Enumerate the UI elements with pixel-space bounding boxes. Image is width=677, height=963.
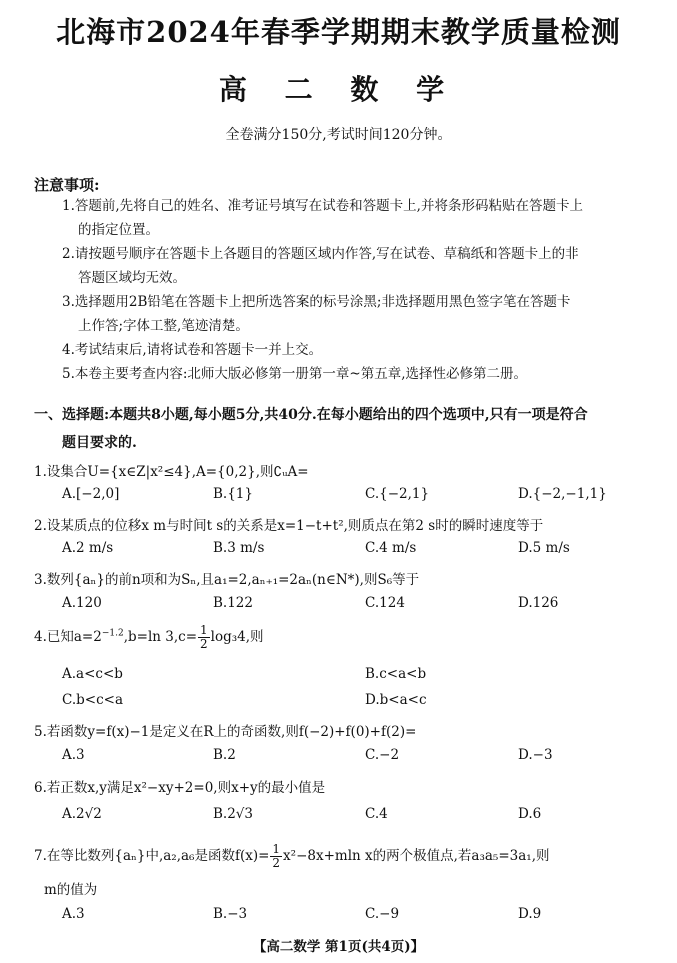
question-4-option-c: C.b<c<a	[62, 692, 124, 708]
notice-item-3: 3.选择题用2B铅笔在答题卡上把所选答案的标号涂黑;非选择题用黑色签字笔在答题卡	[62, 294, 571, 310]
question-4-stem-pre: 4.已知a=2	[34, 629, 102, 645]
question-6-option-a: A.2√2	[62, 806, 102, 822]
section-heading: 一、选择题:本题共8小题,每小题5分,共40分.在每小题给出的四个选项中,只有一项是符合	[34, 407, 588, 423]
notice-item-3-cont: 上作答;字体工整,笔迹清楚。	[78, 318, 249, 334]
question-7-fraction	[270, 843, 282, 870]
question-4-stem-post: log₃4,则	[210, 629, 264, 645]
question-7-frac-den: 2	[272, 856, 281, 870]
question-6-stem: 6.若正数x,y满足x²−xy+2=0,则x+y的最小值是	[34, 780, 326, 796]
question-4-frac-num: 1	[200, 623, 208, 637]
question-3-option-c: C.124	[365, 595, 405, 611]
question-2-option-d: D.5 m/s	[518, 540, 570, 556]
question-5-option-a: A.3	[62, 747, 85, 763]
question-4-option-b: B.c<a<b	[365, 666, 427, 682]
question-1-option-a: A.[−2,0]	[62, 486, 120, 502]
question-7-stem-cont: m的值为	[44, 882, 98, 898]
question-1-option-c: C.{−2,1}	[365, 486, 430, 502]
question-4-option-a: A.a<c<b	[62, 666, 123, 682]
notice-item-1: 1.答题前,先将自己的姓名、准考证号填写在试卷和答题卡上,并将条形码粘贴在答题卡上	[62, 198, 583, 214]
question-5-stem: 5.若函数y=f(x)−1是定义在R上的奇函数,则f(−2)+f(0)+f(2)=	[34, 724, 417, 740]
question-6-option-b: B.2√3	[213, 806, 253, 822]
notice-item-4: 4.考试结束后,请将试卷和答题卡一并上交。	[62, 342, 323, 358]
question-7-stem-pre: 7.在等比数列{aₙ}中,a₂,a₆是函数f(x)=	[34, 848, 270, 864]
question-5-option-c: C.−2	[365, 747, 400, 763]
question-4-stem-mid: ,b=ln 3,c=	[123, 629, 198, 645]
question-1-option-d: D.{−2,−1,1}	[518, 486, 607, 502]
question-7-option-c: C.−9	[365, 906, 400, 922]
question-3-stem: 3.数列{aₙ}的前n项和为Sₙ,且a₁=2,aₙ₊₁=2aₙ(n∈N*),则S₆等于	[34, 572, 420, 588]
section-heading-cont: 题目要求的.	[62, 435, 137, 451]
question-1-option-b: B.{1}	[213, 486, 253, 502]
page-footer: 【高二数学 第1页(共4页)】	[252, 939, 425, 955]
question-4-exponent: −1.2	[101, 628, 124, 639]
question-1-stem: 1.设集合U={x∈Z|x²≤4},A={0,2},则∁ᵤA=	[34, 464, 309, 480]
question-7-option-d: D.9	[518, 906, 542, 922]
question-4-fraction	[198, 624, 210, 651]
subject-title: 高 二 数 学	[218, 73, 459, 106]
question-3-option-d: D.126	[518, 595, 559, 611]
question-7-option-b: B.−3	[213, 906, 248, 922]
question-6-option-d: D.6	[518, 806, 542, 822]
question-5-option-d: D.−3	[518, 747, 553, 763]
question-3-option-b: B.122	[213, 595, 253, 611]
notice-item-2: 2.请按题号顺序在答题卡上各题目的答题区域内作答,写在试卷、草稿纸和答题卡上的非	[62, 246, 579, 262]
question-4-stem	[34, 624, 264, 651]
question-7-frac-num: 1	[272, 842, 281, 856]
notice-item-5: 5.本卷主要考查内容:北师大版必修第一册第一章~第五章,选择性必修第二册。	[62, 366, 528, 382]
notice-item-2-cont: 答题区域均无效。	[78, 270, 186, 286]
notice-item-1-cont: 的指定位置。	[78, 222, 159, 238]
question-5-option-b: B.2	[213, 747, 236, 763]
score-info: 全卷满分150分,考试时间120分钟。	[225, 127, 452, 143]
question-7-stem-post: x²−8x+mln x的两个极值点,若a₃a₅=3a₁,则	[283, 848, 550, 864]
question-2-stem: 2.设某质点的位移x m与时间t s的关系是x=1−t+t²,则质点在第2 s时的瞬时速度等于	[34, 518, 544, 534]
page-title: 北海市2024年春季学期期末教学质量检测	[56, 15, 621, 49]
question-7-option-a: A.3	[62, 906, 85, 922]
question-6-option-c: C.4	[365, 806, 388, 822]
question-2-option-b: B.3 m/s	[213, 540, 265, 556]
notice-title: 注意事项:	[34, 176, 100, 194]
question-7-stem	[34, 843, 549, 870]
question-3-option-a: A.120	[62, 595, 102, 611]
question-2-option-a: A.2 m/s	[62, 540, 114, 556]
question-4-option-d: D.b<a<c	[365, 692, 427, 708]
question-4-frac-den: 2	[200, 637, 208, 651]
question-2-option-c: C.4 m/s	[365, 540, 417, 556]
